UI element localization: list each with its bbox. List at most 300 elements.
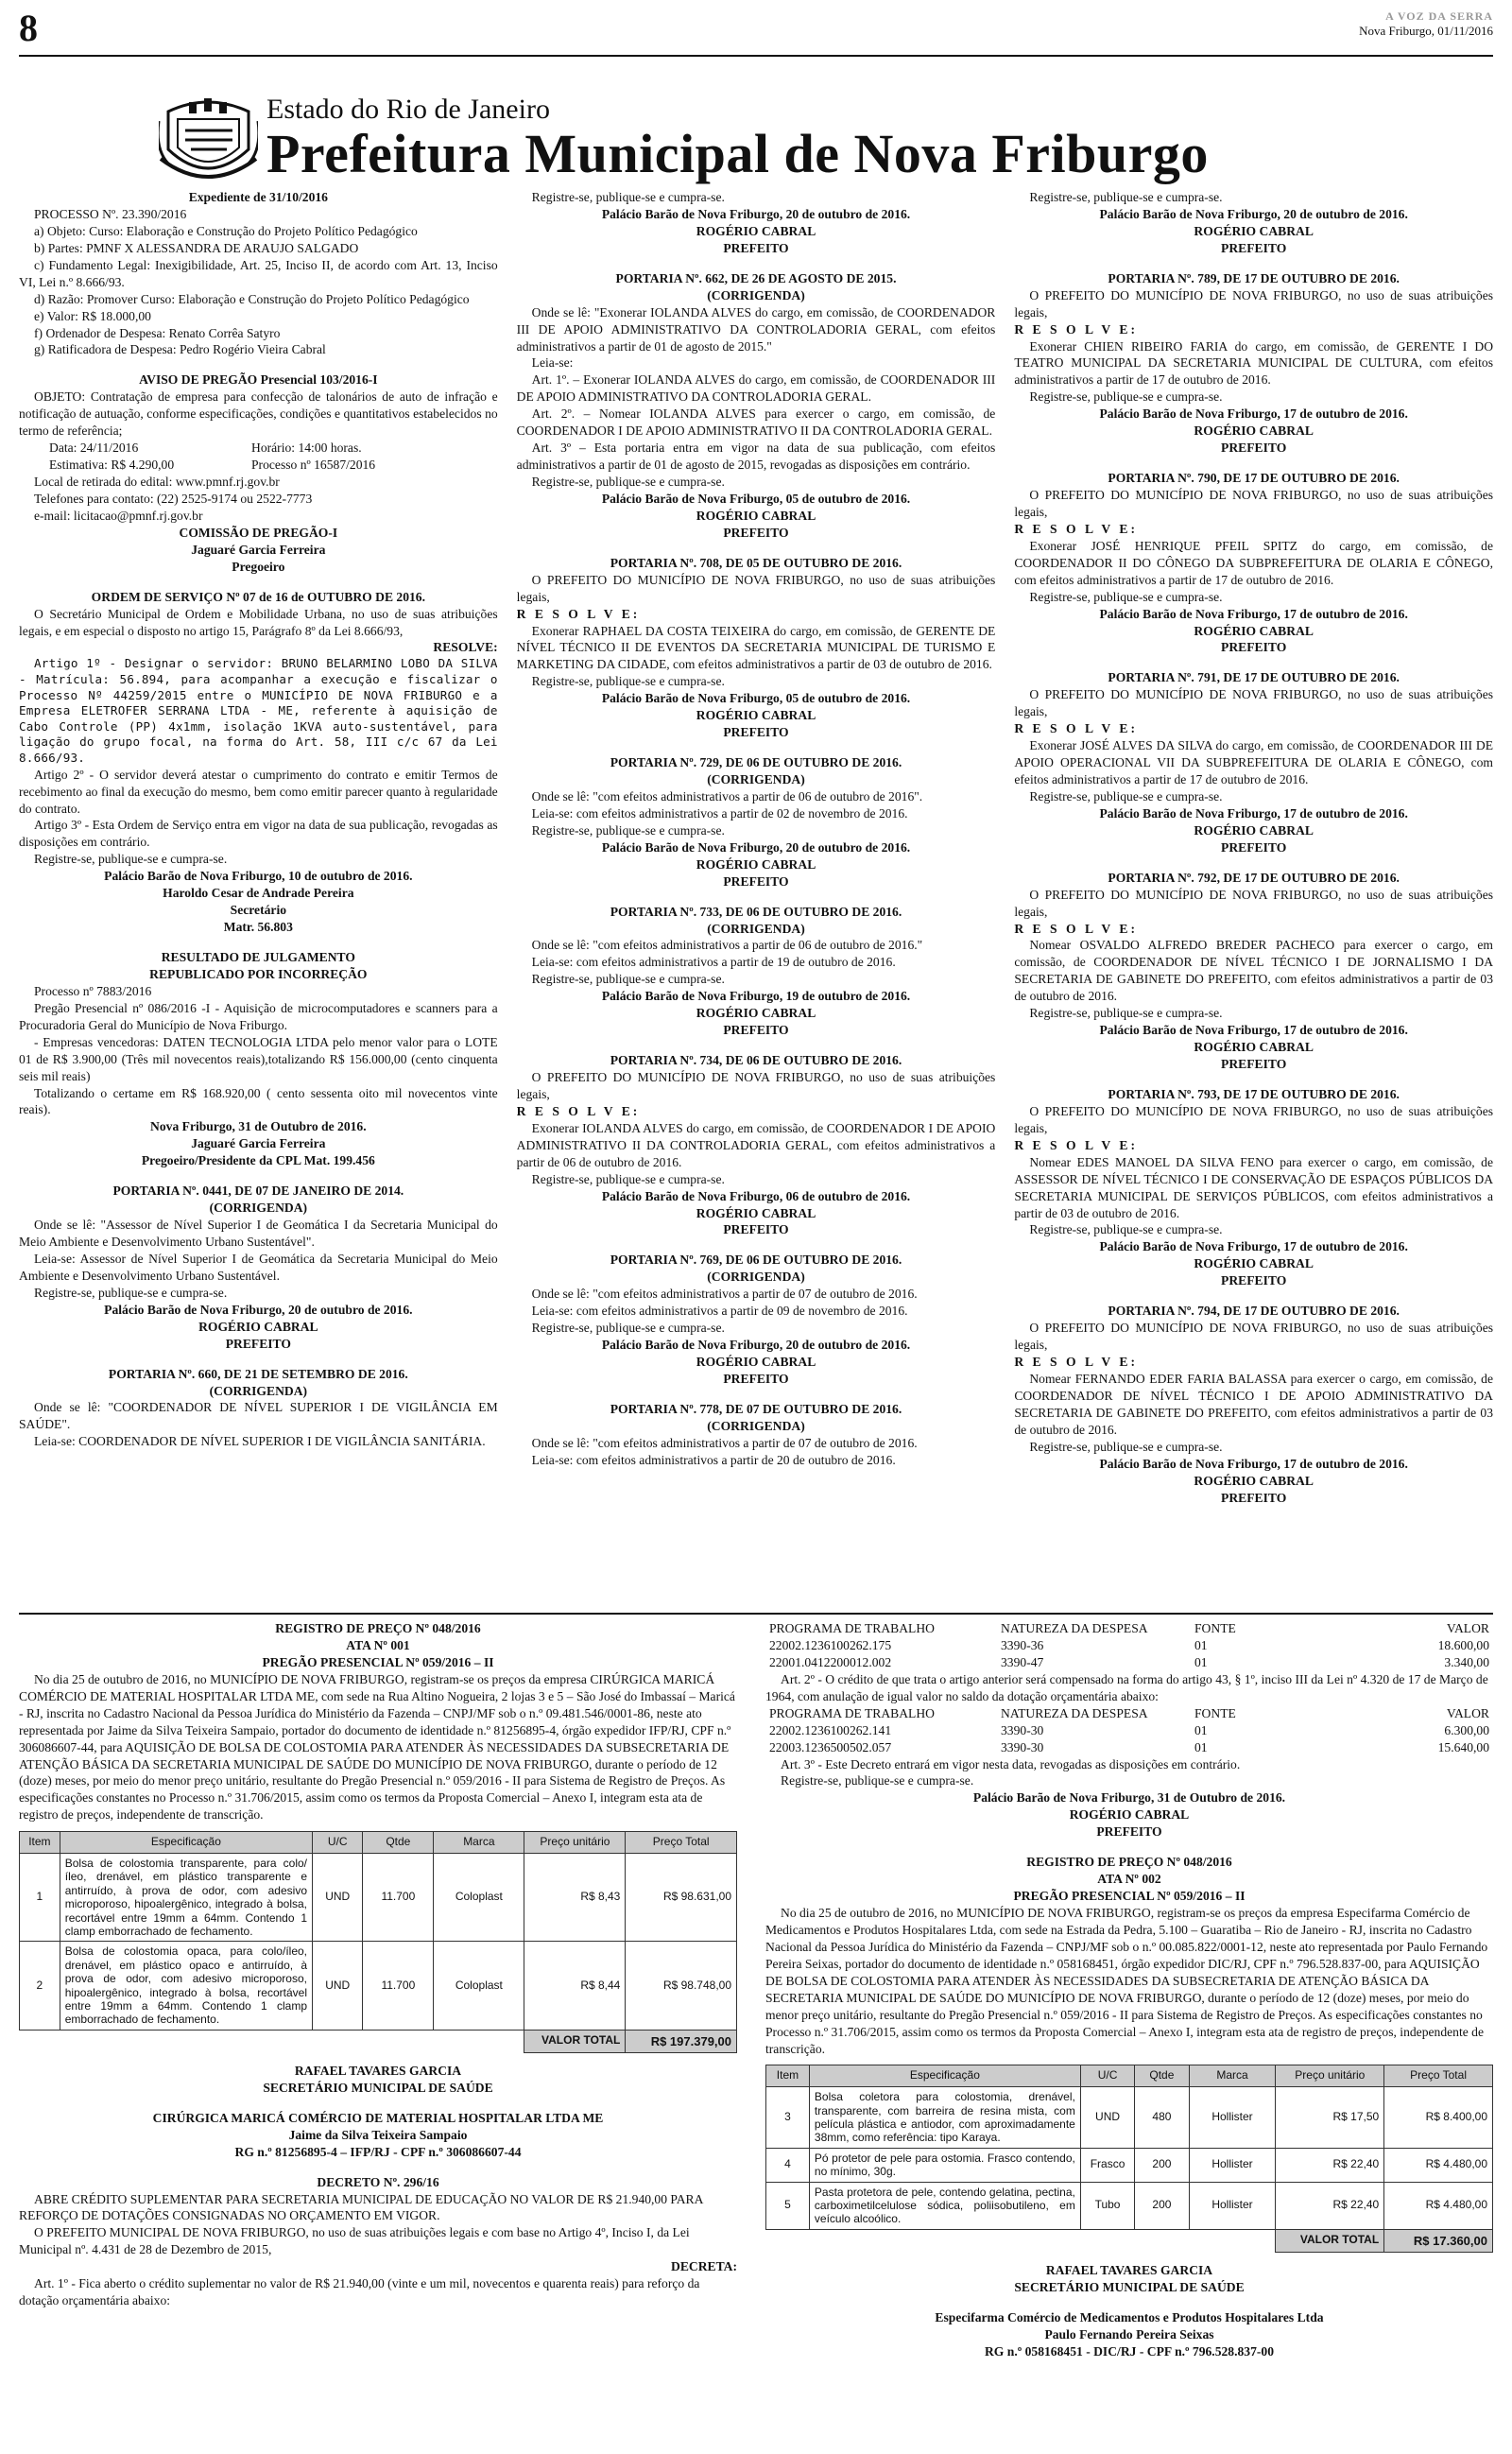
cell-marca: Hollister — [1189, 2182, 1276, 2229]
portaria-794-signatory: ROGÉRIO CABRAL — [1194, 1473, 1314, 1488]
total-value: R$ 17.360,00 — [1384, 2229, 1493, 2252]
main-columns — [19, 189, 1493, 1596]
registro-preco-ata-002 — [765, 1620, 1493, 2360]
portaria-789-text: Exonerar CHIEN RIBEIRO FARIA do cargo, em comissão, de GERENTE I DO TEATRO MUNICIPAL DA SECRETARIA MUNICIPAL DE CULTURA, com efeitos administrativos a partir de 17 de outubro de 2016. — [1014, 338, 1494, 388]
decreto-title: DECRETO Nº. 296/16 — [317, 2174, 439, 2189]
portaria-789-role: PREFEITO — [1221, 441, 1287, 456]
table-row — [765, 1637, 1493, 1654]
col2-registre: Registre-se, publique-se e cumpra-se. — [531, 190, 725, 204]
col-header: Item — [766, 2065, 810, 2087]
decreto-art2: Art. 2º - O crédito de que trata o artigo anterior será compensado na forma do artigo 43, § 1º, inciso III da Lei nº 4.320 de 17 de Março de 1964, com anulação de igual valor no saldo da dotação orçamentária abaixo: — [765, 1671, 1488, 1703]
portaria-790-text: Exonerar JOSÉ HENRIQUE PFEIL SPITZ do cargo, em comissão, de COORDENADOR II DO CÔNEGO DA SUBPREFEITURA DE OLARIA E CÔNEGO, com efeitos administrativos a partir de 17 de outubro de 2016. — [1014, 538, 1494, 587]
portaria-789-resolve: R E S O L V E: — [1014, 321, 1138, 337]
page-header — [19, 9, 1493, 57]
aviso-local: Local de retirada do edital: www.pmnf.rj.gov.br — [34, 475, 280, 489]
cell-uc: UND — [1080, 2087, 1134, 2149]
ata002-title: REGISTRO DE PREÇO Nº 048/2016 — [1026, 1855, 1232, 1870]
cell-fonte: 01 — [1194, 1722, 1208, 1737]
portaria-662-art2: Art. 2º. – Nomear IOLANDA ALVES para exercer o cargo, em comissão, de COORDENADOR I DE APOIO ADMINISTRATIVO II DA CONTROLADORIA GERAL. — [516, 406, 996, 439]
portaria-662-art1: Art. 1º. – Exonerar IOLANDA ALVES do cargo, em comissão, de COORDENADOR III DE APOIO ADMINISTRATIVO DA CONTROLADORIA GERAL. — [516, 372, 996, 405]
portaria-660-onde: Onde se lê: "COORDENADOR DE NÍVEL SUPERIOR I DE VIGILÂNCIA EM SAÚDE". — [19, 1400, 498, 1432]
ata001-pregao: PREGÃO PRESENCIAL Nº 059/2016 – II — [262, 1654, 494, 1669]
aviso-estim-row — [19, 457, 498, 474]
total-label: VALOR TOTAL — [524, 2030, 626, 2052]
portaria-791-text: Exonerar JOSÉ ALVES DA SILVA do cargo, em comissão, de COORDENADOR III DE APOIO OPERACIONAL VII DA SUBPREFEITURA DE OLARIA E CÔNEGO, com efeitos administrativos a partir de 17 de outubro de 2016. — [1014, 738, 1494, 786]
portaria-734-registre: Registre-se, publique-se e cumpra-se. — [531, 1171, 725, 1186]
table-row — [766, 2148, 1493, 2182]
col2-palacio: Palácio Barão de Nova Friburgo, 20 de outubro de 2016. — [601, 206, 911, 221]
table-row — [20, 1854, 737, 1942]
ata002-sig1-name: RAFAEL TAVARES GARCIA — [1045, 2262, 1213, 2277]
portaria-769-palacio: Palácio Barão de Nova Friburgo, 20 de outubro de 2016. — [601, 1338, 911, 1353]
aviso-data-row — [19, 440, 498, 457]
portaria-662-title: PORTARIA Nº. 662, DE 26 DE AGOSTO DE 2015. — [615, 270, 897, 285]
resultado-processo: Processo nº 7883/2016 — [34, 983, 152, 998]
col3-palacio: Palácio Barão de Nova Friburgo, 20 de outubro de 2016. — [1099, 206, 1408, 221]
cell-total-price: R$ 98.748,00 — [626, 1942, 737, 2030]
cell-valor: 18.600,00 — [1437, 1637, 1489, 1652]
col-header: U/C — [313, 1832, 363, 1854]
portaria-769-leia: Leia-se: com efeitos administrativos a partir de 09 de novembro de 2016. — [531, 1304, 908, 1319]
cell-spec: Bolsa de colostomia opaca, para colo/íleo, drenável, em plástico opaco e antirruído, à prova de odor, com adesivo microporoso, hipoalergênico, integrado à bolsa, recortável entre 19mm a 64mm. Contendo 1 clamp emborrachado de fechamento. — [60, 1942, 312, 2030]
cell-fonte: 01 — [1194, 1739, 1208, 1754]
decreto-art1: Art. 1º - Fica aberto o crédito suplementar no valor de R$ 21.940,00 (vinte e um mil, novecentos e quarenta reais) para reforço da dotação orçamentária abaixo: — [19, 2276, 700, 2308]
portaria-778-corrigenda: (CORRIGENDA) — [707, 1418, 805, 1433]
portaria-733-palacio: Palácio Barão de Nova Friburgo, 19 de outubro de 2016. — [601, 989, 911, 1004]
col-header: PROGRAMA DE TRABALHO — [769, 1621, 935, 1635]
portaria-790-intro: O PREFEITO DO MUNICÍPIO DE NOVA FRIBURGO, no uso de suas atribuições legais, — [1014, 488, 1494, 519]
col-header: Marca — [434, 1832, 524, 1854]
portaria-729-registre: Registre-se, publique-se e cumpra-se. — [531, 822, 725, 838]
col-header: FONTE — [1194, 1705, 1236, 1720]
expediente-line: a) Objeto: Curso: Elaboração e Construção do Projeto Político Pedagógico — [34, 223, 418, 238]
prefeitura-title: Prefeitura Municipal de Nova Friburgo — [266, 123, 1209, 184]
portaria-792-palacio: Palácio Barão de Nova Friburgo, 17 de outubro de 2016. — [1099, 1023, 1408, 1038]
ata002-pregao: PREGÃO PRESENCIAL Nº 059/2016 – II — [1013, 1889, 1246, 1904]
portaria-733-signatory: ROGÉRIO CABRAL — [696, 1006, 816, 1021]
portaria-0441-onde: Onde se lê: "Assessor de Nível Superior I de Geomática I da Secretaria Municipal do Meio Ambiente e Desenvolvimento Urbano Sustentável". — [19, 1218, 498, 1250]
column-3 — [1014, 189, 1493, 1596]
portaria-733-onde: Onde se lê: "com efeitos administrativos a partir de 06 de outubro de 2016." — [531, 938, 923, 953]
portaria-792-registre: Registre-se, publique-se e cumpra-se. — [1029, 1006, 1223, 1021]
aviso-email: e-mail: licitacao@pmnf.rj.gov.br — [34, 508, 203, 523]
cell-spec: Bolsa de colostomia transparente, para colo/íleo, drenável, em plástico transparente e antirruído, à prova de odor, com adesivo microporoso, hipoalergênico, integrado à bolsa, recortável entre 19mm a 64mm. Contendo 1 clamp emborrachado de fechamento. — [60, 1854, 312, 1942]
portaria-769-onde: Onde se lê: "com efeitos administrativos a partir de 07 de outubro de 2016. — [531, 1287, 918, 1302]
edition-info — [1359, 9, 1493, 38]
cell-marca: Hollister — [1189, 2087, 1276, 2149]
ordem-servico-signatory: Haroldo Cesar de Andrade Pereira — [163, 886, 354, 901]
state-name: Estado do Rio de Janeiro — [266, 94, 550, 125]
ata001-sig2-name: Jaime da Silva Teixeira Sampaio — [288, 2127, 468, 2142]
table-total-row — [20, 2030, 737, 2052]
portaria-0441-role: PREFEITO — [225, 1336, 291, 1351]
col-header: Preço Total — [1384, 2065, 1493, 2087]
aviso-objeto: OBJETO: Contratação de empresa para confecção de talonários de auto de infração e notificação de autuação, conforme especificações, condições e quantitativos estabelecidos no termo de referência; — [19, 389, 498, 439]
cell-natureza: 3390-30 — [1001, 1739, 1044, 1754]
cell-unit-price: R$ 8,44 — [524, 1942, 626, 2030]
aviso-data: Data: 24/11/2016 — [49, 441, 139, 456]
portaria-778-title: PORTARIA Nº. 778, DE 07 DE OUTUBRO DE 2016. — [610, 1401, 902, 1416]
col-header: Preço unitário — [524, 1832, 626, 1854]
dotacao-table-1 — [765, 1620, 1493, 1671]
portaria-791-registre: Registre-se, publique-se e cumpra-se. — [1029, 788, 1223, 804]
portaria-662-role: PREFEITO — [723, 525, 789, 540]
portaria-662-registre: Registre-se, publique-se e cumpra-se. — [531, 475, 725, 489]
cell-programa: 22003.1236500502.057 — [769, 1739, 892, 1754]
col-header: Preço Total — [626, 1832, 737, 1854]
ata001-title: REGISTRO DE PREÇO Nº 048/2016 — [275, 1621, 481, 1635]
col-header: Especificação — [60, 1832, 312, 1854]
cell-spec: Pó protetor de pele para ostomia. Frasco contendo, no mínimo, 30g. — [809, 2148, 1080, 2182]
cell-item: 2 — [20, 1942, 60, 2030]
cell-unit-price: R$ 22,40 — [1276, 2182, 1384, 2229]
portaria-790-palacio: Palácio Barão de Nova Friburgo, 17 de outubro de 2016. — [1099, 606, 1408, 621]
aviso-estimativa: Estimativa: R$ 4.290,00 — [49, 458, 175, 473]
col3-registre: Registre-se, publique-se e cumpra-se. — [1029, 190, 1223, 204]
col-header: Qtde — [363, 1832, 434, 1854]
portaria-794-palacio: Palácio Barão de Nova Friburgo, 17 de outubro de 2016. — [1099, 1456, 1408, 1471]
aviso-comissao: COMISSÃO DE PREGÃO-I — [179, 525, 338, 540]
col3-role: PREFEITO — [1221, 240, 1287, 255]
portaria-708-title: PORTARIA Nº. 708, DE 05 DE OUTUBRO DE 2016. — [610, 555, 902, 570]
column-2 — [517, 189, 996, 1596]
resultado-pregao: Pregão Presencial nº 086/2016 -I - Aquisição de microcomputadores e scanners para a Procuradoria Geral do Município de Nova Friburgo. — [19, 1000, 498, 1032]
portaria-793-role: PREFEITO — [1221, 1273, 1287, 1288]
cell-qtde: 11.700 — [363, 1854, 434, 1942]
col3-signatory: ROGÉRIO CABRAL — [1194, 223, 1314, 238]
cell-qtde: 480 — [1135, 2087, 1189, 2149]
portaria-734-text: Exonerar IOLANDA ALVES do cargo, em comissão, de COORDENADOR I DE APOIO ADMINISTRATIVO II DA CONTROLADORIA GERAL, com efeitos administrativos a partir de 06 de outubro de 2016. — [516, 1120, 996, 1169]
table-row — [20, 1942, 737, 2030]
portaria-794-role: PREFEITO — [1221, 1490, 1287, 1505]
ordem-servico-art3: Artigo 3º - Esta Ordem de Serviço entra em vigor na data de sua publicação, revogadas as disposições em contrário. — [19, 818, 498, 850]
ata001-sig2-company: CIRÚRGICA MARICÁ COMÉRCIO DE MATERIAL HOSPITALAR LTDA ME — [152, 2110, 604, 2125]
expediente-line: d) Razão: Promover Curso: Elaboração e Construção do Projeto Político Pedagógico — [34, 291, 470, 306]
portaria-729-title: PORTARIA Nº. 729, DE 06 DE OUTUBRO DE 2016. — [610, 755, 902, 770]
ata001-body: No dia 25 de outubro de 2016, no MUNICÍPIO DE NOVA FRIBURGO, registram-se os preços da empresa CIRÚRGICA MARICÁ COMÉRCIO DE MATERIAL HOSPITALAR LTDA ME, com sede na Rua Altino Nogueira, 2 lojas 3 e 5 – São José do Imbassaí – Maricá - RJ, inscrita no Cadastro Nacional da Pessoa Jurídica do Ministério da Fazenda – CNPJ/MF sob o n.º 09.481.546/0001-86, neste ato representada por Jaime da Silva Teixeira Sampaio, portador do documento de identidade n.º 81256895-4, órgão expedidor IFP/RJ, CPF n.º 306086607-44, para AQUISIÇÃO DE BOLSA DE COLOSTOMIA PARA ATENDER ÀS NECESSIDADES DA SUBSECRETARIA DE ATENÇÃO BÁSICA DA SECRETARIA MUNICIPAL DE SAÚDE DO MUNICÍPIO DE NOVA FRIBURGO, durante o período de 12 (doze) meses, por meio do menor preço unitário, resultante do Pregão Presencial n.º 059/2016 - II para Sistema de Registro de Preços. As especificações constantes no Processo n.º 31.706/2015, assim como os termos da Proposta Comercial – Anexo I, integram esta ata de registro de preços, independente de transcrição. — [19, 1671, 735, 1823]
portaria-708-registre: Registre-se, publique-se e cumpra-se. — [531, 674, 725, 689]
aviso-title: AVISO DE PREGÃO Presencial 103/2016-I — [139, 372, 378, 388]
table-header-row — [765, 1705, 1493, 1722]
cell-qtde: 11.700 — [363, 1942, 434, 2030]
portaria-734-signatory: ROGÉRIO CABRAL — [696, 1205, 816, 1220]
portaria-769-corrigenda: (CORRIGENDA) — [707, 1270, 805, 1285]
expediente-line: g) Ratificadora de Despesa: Pedro Rogério Vieira Cabral — [34, 342, 326, 357]
portaria-733-corrigenda: (CORRIGENDA) — [707, 921, 805, 936]
portaria-708-text: Exonerar RAPHAEL DA COSTA TEIXEIRA do cargo, em comissão, de GERENTE DE NÍVEL TÉCNICO II DE EVENTOS DA SECRETARIA MUNICIPAL DE TURISMO E MARKETING DA CIDADE, com efeitos administrativos a partir de 03 de outubro de 2016. — [516, 623, 996, 672]
cell-valor: 6.300,00 — [1444, 1722, 1489, 1737]
aviso-signatory-role: Pregoeiro — [232, 559, 285, 574]
portaria-660-title: PORTARIA Nº. 660, DE 21 DE SETEMBRO DE 2016. — [108, 1366, 408, 1381]
portaria-769-title: PORTARIA Nº. 769, DE 06 DE OUTUBRO DE 2016. — [610, 1253, 902, 1268]
col-header: Item — [20, 1832, 60, 1854]
col-header: Qtde — [1135, 2065, 1189, 2087]
page-number: 8 — [19, 7, 38, 49]
portaria-708-role: PREFEITO — [723, 725, 789, 740]
cell-valor: 15.640,00 — [1437, 1739, 1489, 1754]
portaria-790-title: PORTARIA Nº. 790, DE 17 DE OUTUBRO DE 2016. — [1108, 471, 1400, 486]
portaria-793-signatory: ROGÉRIO CABRAL — [1194, 1256, 1314, 1271]
cell-uc: Frasco — [1080, 2148, 1134, 2182]
portaria-0441-palacio: Palácio Barão de Nova Friburgo, 20 de outubro de 2016. — [104, 1302, 413, 1317]
cell-qtde: 200 — [1135, 2182, 1189, 2229]
cell-uc: UND — [313, 1942, 363, 2030]
portaria-734-resolve: R E S O L V E: — [516, 1103, 641, 1118]
portaria-789-signatory: ROGÉRIO CABRAL — [1194, 423, 1314, 439]
column-1 — [19, 189, 498, 1596]
portaria-660-corrigenda: (CORRIGENDA) — [209, 1383, 308, 1398]
portaria-734-role: PREFEITO — [723, 1222, 789, 1237]
cell-item: 1 — [20, 1854, 60, 1942]
portaria-793-registre: Registre-se, publique-se e cumpra-se. — [1029, 1222, 1223, 1237]
ata001-sig1-role: SECRETÁRIO MUNICIPAL DE SAÚDE — [263, 2080, 493, 2095]
resultado-title: RESULTADO DE JULGAMENTO — [161, 950, 355, 965]
portaria-794-intro: O PREFEITO DO MUNICÍPIO DE NOVA FRIBURGO, no uso de suas atribuições legais, — [1014, 1321, 1494, 1353]
portaria-662-signatory: ROGÉRIO CABRAL — [696, 508, 816, 523]
portaria-729-palacio: Palácio Barão de Nova Friburgo, 20 de outubro de 2016. — [601, 839, 911, 855]
portaria-792-signatory: ROGÉRIO CABRAL — [1194, 1040, 1314, 1055]
portaria-734-title: PORTARIA Nº. 734, DE 06 DE OUTUBRO DE 2016. — [610, 1053, 902, 1068]
portaria-792-title: PORTARIA Nº. 792, DE 17 DE OUTUBRO DE 2016. — [1108, 870, 1400, 885]
portaria-793-text: Nomear EDES MANOEL DA SILVA FENO para exercer o cargo, em comissão, de ASSESSOR DE NÍVEL TÉCNICO I DE CONSERVAÇÃO DE ESPAÇOS PÚBLICOS DA SECRETARIA MUNICIPAL DE SERVIÇOS PÚBLICOS, com efeitos administrativos a partir de 03 de outubro de 2016. — [1014, 1154, 1494, 1220]
cell-item: 3 — [766, 2087, 810, 2149]
cell-item: 4 — [766, 2148, 810, 2182]
portaria-790-registre: Registre-se, publique-se e cumpra-se. — [1029, 589, 1223, 604]
portaria-734-palacio: Palácio Barão de Nova Friburgo, 06 de outubro de 2016. — [601, 1188, 911, 1203]
cell-marca: Coloplast — [434, 1854, 524, 1942]
ordem-servico-title: ORDEM DE SERVIÇO Nº 07 de 16 de OUTUBRO DE 2016. — [91, 589, 425, 604]
cell-spec: Pasta protetora de pele, contendo gelatina, pectina, carboximetilcelulose sódica, poliisobutileno, em veículo alcoólico. — [809, 2182, 1080, 2229]
col-header: Especificação — [809, 2065, 1080, 2087]
portaria-791-resolve: R E S O L V E: — [1014, 721, 1138, 736]
cell-natureza: 3390-47 — [1001, 1654, 1044, 1669]
decreto-ementa: ABRE CRÉDITO SUPLEMENTAR PARA SECRETARIA MUNICIPAL DE EDUCAÇÃO NO VALOR DE R$ 21.940,00 PARA REFORÇO DE DOTAÇÕES CONSIGNADAS NO ORÇAMENTO EM VIGOR. — [19, 2191, 703, 2223]
portaria-789-title: PORTARIA Nº. 789, DE 17 DE OUTUBRO DE 2016. — [1108, 270, 1400, 285]
decreto-registre: Registre-se, publique-se e cumpra-se. — [781, 1773, 974, 1789]
cell-natureza: 3390-36 — [1001, 1637, 1044, 1652]
col-header: Preço unitário — [1276, 2065, 1384, 2087]
decreto-art3: Art. 3º - Este Decreto entrará em vigor nesta data, revogadas as disposições em contrário. — [781, 1756, 1241, 1771]
newspaper-brand: A VOZ DA SERRA — [1385, 9, 1493, 23]
registro-preco-ata-001 — [19, 1620, 737, 2360]
expediente-line: b) Partes: PMNF X ALESSANDRA DE ARAUJO SALGADO — [34, 240, 359, 255]
ata002-items-table — [765, 2065, 1493, 2253]
portaria-778-leia: Leia-se: com efeitos administrativos a partir de 20 de outubro de 2016. — [531, 1452, 896, 1467]
portaria-708-resolve: R E S O L V E: — [516, 606, 641, 621]
cell-unit-price: R$ 8,43 — [524, 1854, 626, 1942]
cell-programa: 22002.1236100262.141 — [769, 1722, 892, 1737]
cell-total-price: R$ 4.480,00 — [1384, 2182, 1493, 2229]
portaria-733-registre: Registre-se, publique-se e cumpra-se. — [531, 972, 725, 987]
cell-marca: Coloplast — [434, 1942, 524, 2030]
col-header: PROGRAMA DE TRABALHO — [769, 1705, 935, 1720]
portaria-729-role: PREFEITO — [723, 873, 789, 889]
col-header: FONTE — [1194, 1621, 1236, 1635]
ata002-sig1-role: SECRETÁRIO MUNICIPAL DE SAÚDE — [1014, 2279, 1245, 2294]
ata002-sig2-company: Especifarma Comércio de Medicamentos e Produtos Hospitalares Ltda — [935, 2309, 1324, 2324]
edition-date: Nova Friburgo, 01/11/2016 — [1359, 24, 1493, 38]
portaria-794-resolve: R E S O L V E: — [1014, 1355, 1138, 1369]
cell-uc: Tubo — [1080, 2182, 1134, 2229]
decreto-role: PREFEITO — [1096, 1824, 1162, 1840]
table-header-row — [766, 2065, 1493, 2087]
portaria-790-role: PREFEITO — [1221, 640, 1287, 655]
cell-programa: 22001.0412200012.002 — [769, 1654, 892, 1669]
table-row — [765, 1722, 1493, 1739]
ata001-items-table — [19, 1831, 737, 2053]
portaria-729-signatory: ROGÉRIO CABRAL — [696, 856, 816, 872]
col2-role: PREFEITO — [723, 240, 789, 255]
portaria-789-palacio: Palácio Barão de Nova Friburgo, 17 de outubro de 2016. — [1099, 406, 1408, 422]
aviso-signatory: Jaguaré Garcia Ferreira — [191, 542, 326, 557]
decreto-palacio: Palácio Barão de Nova Friburgo, 31 de Outubro de 2016. — [972, 1790, 1286, 1806]
portaria-0441-leia: Leia-se: Assessor de Nível Superior I de Geomática da Secretaria Municipal do Meio Ambiente e Desenvolvimento Urbano Sustentável. — [19, 1251, 498, 1283]
portaria-793-resolve: R E S O L V E: — [1014, 1137, 1138, 1152]
portaria-791-role: PREFEITO — [1221, 839, 1287, 855]
portaria-790-signatory: ROGÉRIO CABRAL — [1194, 623, 1314, 638]
cell-fonte: 01 — [1194, 1654, 1208, 1669]
portaria-778-onde: Onde se lê: "com efeitos administrativos a partir de 07 de outubro de 2016. — [531, 1435, 918, 1450]
portaria-733-leia: Leia-se: com efeitos administrativos a partir de 19 de outubro de 2016. — [531, 955, 896, 970]
portaria-793-palacio: Palácio Barão de Nova Friburgo, 17 de outubro de 2016. — [1099, 1239, 1408, 1254]
portaria-769-registre: Registre-se, publique-se e cumpra-se. — [531, 1321, 725, 1336]
expediente-line: c) Fundamento Legal: Inexigibilidade, Art. 25, Inciso II, de acordo com Art. 13, Inciso VI, Lei n.º 8.666/93. — [19, 257, 498, 289]
table-header-row — [20, 1832, 737, 1854]
cell-total-price: R$ 4.480,00 — [1384, 2148, 1493, 2182]
coat-of-arms-icon — [159, 93, 258, 187]
portaria-662-onde: Onde se lê: "Exonerar IOLANDA ALVES do cargo, em comissão, de COORDENADOR III DE APOIO ADMINISTRATIVO DA CONTROLADORIA GERAL, com efeitos administrativos a partir de 01 de agosto de 2015." — [516, 304, 996, 354]
col-header: VALOR — [1446, 1621, 1489, 1635]
table-row — [766, 2087, 1493, 2149]
table-row — [766, 2182, 1493, 2229]
portaria-793-intro: O PREFEITO DO MUNICÍPIO DE NOVA FRIBURGO, no uso de suas atribuições legais, — [1014, 1103, 1494, 1135]
cell-programa: 22002.1236100262.175 — [769, 1637, 892, 1652]
portaria-660-leia: Leia-se: COORDENADOR DE NÍVEL SUPERIOR I DE VIGILÂNCIA SANITÁRIA. — [34, 1434, 486, 1449]
portaria-792-role: PREFEITO — [1221, 1057, 1287, 1071]
portaria-0441-corrigenda: (CORRIGENDA) — [209, 1201, 308, 1216]
portaria-0441-signatory: ROGÉRIO CABRAL — [198, 1319, 318, 1334]
portaria-0441-title: PORTARIA Nº. 0441, DE 07 DE JANEIRO DE 2014. — [112, 1184, 404, 1199]
ordem-servico-art1: Artigo 1º - Designar o servidor: BRUNO BELARMINO LOBO DA SILVA - Matrícula: 56.894, para acompanhar a execução e fiscalizar o Processo Nº 44259/2015 entre o MUNICÍPIO DE NOVA FRIBURGO e a Empresa ELETROFER SERRANA LTDA - ME, referente à aquisição de Cabo Controle (PP) 4x1mm, isolação 1KVA auto-sustentável, para ligação do grupo focal, na forma do Art. 58, III c/c 67 da Lei 8.666/93. — [19, 656, 498, 766]
portaria-733-title: PORTARIA Nº. 733, DE 06 DE OUTUBRO DE 2016. — [610, 904, 902, 919]
ordem-servico-resolve: RESOLVE: — [433, 640, 498, 655]
expediente-line: e) Valor: R$ 18.000,00 — [34, 308, 151, 323]
decreto-decreta: DECRETA: — [671, 2259, 737, 2274]
resultado-total: Totalizando o certame em R$ 168.920,00 ( cento sessenta oito mil novecentos vinte reais). — [19, 1085, 498, 1117]
aviso-processo: Processo nº 16587/2016 — [251, 458, 376, 473]
col-header: VALOR — [1446, 1705, 1489, 1720]
cell-uc: UND — [313, 1854, 363, 1942]
portaria-792-resolve: R E S O L V E: — [1014, 921, 1138, 936]
table-total-row — [766, 2229, 1493, 2252]
portaria-662-art3: Art. 3º – Esta portaria entra em vigor na data de sua publicação, com efeitos administrativos a partir de 01 de agosto de 2015, revogadas as disposições em contrário. — [516, 441, 996, 473]
portaria-769-role: PREFEITO — [723, 1371, 789, 1386]
cell-fonte: 01 — [1194, 1637, 1208, 1652]
ata002-sig2-doc: RG n.º 058168451 - DIC/RJ - CPF n.º 796.528.837-00 — [984, 2343, 1275, 2359]
portaria-734-intro: O PREFEITO DO MUNICÍPIO DE NOVA FRIBURGO, no uso de suas atribuições legais, — [516, 1070, 996, 1101]
table-row — [765, 1654, 1493, 1671]
portaria-662-corrigenda: (CORRIGENDA) — [707, 287, 805, 302]
cell-unit-price: R$ 17,50 — [1276, 2087, 1384, 2149]
cell-natureza: 3390-30 — [1001, 1722, 1044, 1737]
portaria-791-palacio: Palácio Barão de Nova Friburgo, 17 de outubro de 2016. — [1099, 805, 1408, 821]
portaria-708-signatory: ROGÉRIO CABRAL — [696, 708, 816, 723]
table-row — [765, 1739, 1493, 1756]
cell-qtde: 200 — [1135, 2148, 1189, 2182]
ata001-sig2-doc: RG n.º 81256895-4 – IFP/RJ - CPF n.º 306086607-44 — [234, 2144, 522, 2159]
masthead — [19, 57, 1493, 189]
col-header: U/C — [1080, 2065, 1134, 2087]
ata001-sig1-name: RAFAEL TAVARES GARCIA — [294, 2063, 462, 2078]
portaria-729-onde: Onde se lê: "com efeitos administrativos a partir de 06 de outubro de 2016". — [531, 788, 923, 804]
ordem-servico-registre: Registre-se, publique-se e cumpra-se. — [34, 852, 228, 867]
ordem-servico-role: Secretário — [230, 903, 287, 918]
ata001-number: ATA Nº 001 — [346, 1637, 410, 1652]
portaria-0441-registre: Registre-se, publique-se e cumpra-se. — [34, 1285, 228, 1300]
total-value: R$ 197.379,00 — [626, 2030, 737, 2052]
col-header: NATUREZA DA DESPESA — [1001, 1621, 1148, 1635]
portaria-729-leia: Leia-se: com efeitos administrativos a partir de 02 de novembro de 2016. — [531, 805, 908, 821]
total-label: VALOR TOTAL — [1276, 2229, 1384, 2252]
portaria-729-corrigenda: (CORRIGENDA) — [707, 772, 805, 786]
table-header-row — [765, 1620, 1493, 1637]
aviso-telefone: Telefones para contato: (22) 2525-9174 ou 2522-7773 — [34, 491, 313, 506]
cell-spec: Bolsa coletora para colostomia, drenável, transparente, com barreira de resina mista, com película plástica e antiodor, com aproximadamente 38mm, como referência: tipo Karaya. — [809, 2087, 1080, 2149]
portaria-794-title: PORTARIA Nº. 794, DE 17 DE OUTUBRO DE 2016. — [1108, 1304, 1400, 1319]
resultado-subtitle: REPUBLICADO POR INCORREÇÃO — [149, 966, 368, 981]
portaria-662-leia: Leia-se: — [531, 355, 574, 371]
expediente-line: f) Ordenador de Despesa: Renato Corrêa Satyro — [34, 325, 281, 340]
portaria-794-text: Nomear FERNANDO EDER FARIA BALASSA para exercer o cargo, em comissão, de COORDENADOR DE NÍVEL TÉCNICO I DE APOIO ADMINISTRATIVO DA SECRETARIA DE GABINETE DO PREFEITO, com efeitos administrativos a partir de 03 de outubro de 2016. — [1014, 1371, 1494, 1437]
resultado-signatory: Jaguaré Garcia Ferreira — [191, 1136, 326, 1151]
decreto-intro: O PREFEITO MUNICIPAL DE NOVA FRIBURGO, no uso de suas atribuições legais e com base no Artigo 4º, Inciso I, da Lei Municipal nº. 4.431 de 28 de Dezembro de 2015, — [19, 2225, 690, 2257]
portaria-789-registre: Registre-se, publique-se e cumpra-se. — [1029, 389, 1223, 405]
ordem-servico-intro: O Secretário Municipal de Ordem e Mobilidade Urbana, no uso de suas atribuições legais, e em especial o disposto no artigo 15, Parágrafo 8º da Lei 8.666/93, — [19, 606, 498, 638]
portaria-789-intro: O PREFEITO DO MUNICÍPIO DE NOVA FRIBURGO, no uso de suas atribuições legais, — [1014, 287, 1494, 320]
portaria-791-intro: O PREFEITO DO MUNICÍPIO DE NOVA FRIBURGO, no uso de suas atribuições legais, — [1014, 687, 1494, 719]
ordem-servico-palacio: Palácio Barão de Nova Friburgo, 10 de outubro de 2016. — [104, 869, 413, 884]
portaria-791-signatory: ROGÉRIO CABRAL — [1194, 822, 1314, 838]
dotacao-table-2 — [765, 1705, 1493, 1756]
ata002-sig2-name: Paulo Fernando Pereira Seixas — [1044, 2326, 1214, 2342]
cell-total-price: R$ 8.400,00 — [1384, 2087, 1493, 2149]
cell-marca: Hollister — [1189, 2148, 1276, 2182]
portaria-792-intro: O PREFEITO DO MUNICÍPIO DE NOVA FRIBURGO, no uso de suas atribuições legais, — [1014, 887, 1494, 919]
resultado-role: Pregoeiro/Presidente da CPL Mat. 199.456 — [141, 1153, 375, 1168]
portaria-708-palacio: Palácio Barão de Nova Friburgo, 05 de outubro de 2016. — [601, 691, 911, 706]
decreto-signatory: ROGÉRIO CABRAL — [1069, 1807, 1190, 1823]
portaria-769-signatory: ROGÉRIO CABRAL — [696, 1355, 816, 1369]
ata002-body: No dia 25 de outubro de 2016, no MUNICÍPIO DE NOVA FRIBURGO, registram-se os preços da empresa Especifarma Comércio de Medicamentos e Produtos Hospitalares Ltda, com sede na Estrada da Pedra, 5.100 – Guaratiba – Rio de Janeiro - RJ, inscrita no Cadastro Nacional da Pessoa Jurídica do Ministério da Fazenda – CNPJ/MF sob o n.º 00.085.822/0001-12, neste ato representada por Paulo Fernando Pereira Seixas, portador do documento de identidade n.º 058168451, órgão expedidor DIC/RJ, CPF n.º 796.528.837-00, para AQUISIÇÃO DE BOLSA DE COLOSTOMIA PARA ATENDER ÀS NECESSIDADES DA SUBSECRETARIA DE ATENÇÃO BÁSICA DA SECRETARIA MUNICIPAL DE SAÚDE DO MUNICÍPIO DE NOVA FRIBURGO, durante o período de 12 (doze) meses, por meio do menor preço unitário, resultante do Pregão Presencial n.º 059/2016 - II para Sistema de Registro de Preços. As especificações constantes no Processo n.º 31.706/2015, assim como os termos da Proposta Comercial – Anexo I, integram esta ata de registro de preços, independente de transcrição. — [765, 1906, 1488, 2056]
portaria-708-intro: O PREFEITO DO MUNICÍPIO DE NOVA FRIBURGO, no uso de suas atribuições legais, — [516, 572, 996, 604]
portaria-791-title: PORTARIA Nº. 791, DE 17 DE OUTUBRO DE 2016. — [1108, 670, 1400, 685]
portaria-790-resolve: R E S O L V E: — [1014, 521, 1138, 536]
portaria-733-role: PREFEITO — [723, 1023, 789, 1038]
ata002-number: ATA Nº 002 — [1097, 1872, 1161, 1887]
portaria-792-text: Nomear OSVALDO ALFREDO BREDER PACHECO para exercer o cargo, em comissão, de COORDENADOR DE NÍVEL TÉCNICO I DE JORNALISMO I DA SECRETARIA DE GABINETE DO PREFEITO, com efeitos administrativos a partir de 03 de outubro de 2016. — [1014, 938, 1494, 1004]
bottom-section — [19, 1615, 1493, 2360]
resultado-data: Nova Friburgo, 31 de Outubro de 2016. — [150, 1119, 367, 1134]
ordem-servico-matricula: Matr. 56.803 — [223, 920, 293, 935]
portaria-662-palacio: Palácio Barão de Nova Friburgo, 05 de outubro de 2016. — [601, 491, 911, 506]
aviso-horario: Horário: 14:00 horas. — [251, 441, 362, 456]
portaria-793-title: PORTARIA Nº. 793, DE 17 DE OUTUBRO DE 2016. — [1108, 1086, 1400, 1101]
col-header: NATUREZA DA DESPESA — [1001, 1705, 1148, 1720]
resultado-vencedoras: - Empresas vencedoras: DATEN TECNOLOGIA LTDA pelo menor valor para o LOTE 01 de R$ 3.900,00 (Três mil novecentos reais),totalizando R$ 156.000,00 (cento cinquenta seis mil reais) — [19, 1034, 498, 1083]
cell-item: 5 — [766, 2182, 810, 2229]
ordem-servico-art2: Artigo 2º - O servidor deverá atestar o cumprimento do contrato e emitir Termos de recebimento ao final da execução do mesmo, bem como emitir parecer quanto à regularidade do contrato. — [19, 767, 498, 816]
portaria-794-registre: Registre-se, publique-se e cumpra-se. — [1029, 1439, 1223, 1454]
